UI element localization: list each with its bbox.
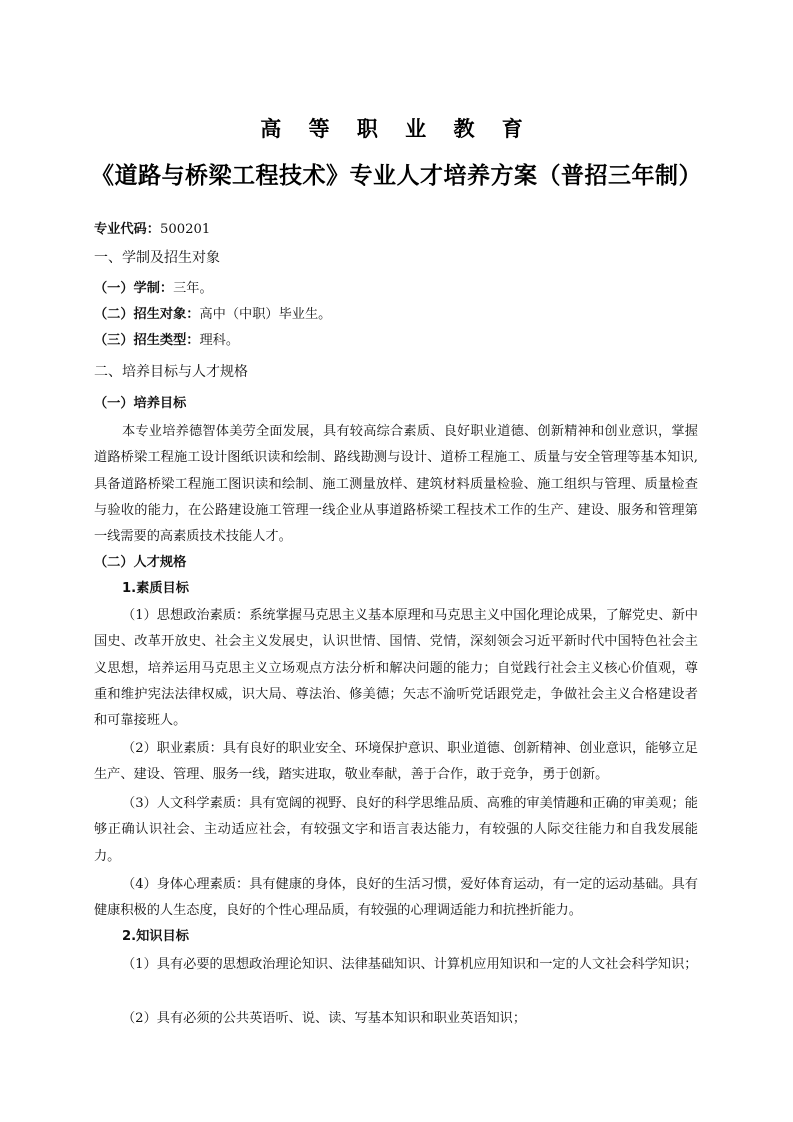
quality-item: （1）思想政治素质：系统掌握马克思主义基本原理和马克思主义中国化理论成果，了解党史、新中国史、改革开放史、社会主义发展史，认识世情、国情、党情，深刻领会习近平新时代中国特色社会主义思想，培养运用马克思主义立场观点方法分析和解决问题的能力；自觉践行社会主义核心价值观，尊重和维护宪法法律权威，识大局、尊法治、修美德；矢志不渝听党话跟党走，争做社会主义合格建设者和可靠接班人。 xyxy=(94,608,698,729)
quality-item: （2）职业素质：具有良好的职业安全、环境保护意识、职业道德、创新精神、创业意识，能够立足生产、建设、管理、服务一线，踏实进取，敬业奉献，善于合作，敢于竞争，勇于创新。 xyxy=(94,741,698,783)
talent-spec-heading: （二）人才规格 xyxy=(94,555,187,570)
training-goal-text: 本专业培养德智体美劳全面发展，具有较高综合素质、良好职业道德、创新精神和创业意识，掌握道路桥梁工程施工设计图纸识读和绘制、路线勘测与设计、道桥工程施工、质量与安全管理等基本知识,具备道路桥梁工程施工图识读和绘制、施工测量放样、建筑材料质量检验、施工组织与管理、质量检查与验收的能力，在公路建设施工管理一线企业从事道路桥梁工程技术工作的生产、建设、服务和管理第一线需要的高素质技术技能人才。 xyxy=(94,424,698,545)
doc-title-main: 《道路与桥梁工程技术》专业人才培养方案（普招三年制） xyxy=(91,162,702,189)
doc-title-top: 高 等 职 业 教 育 xyxy=(260,117,533,141)
major-code-value: 500201 xyxy=(159,222,211,237)
major-code-label: 专业代码： xyxy=(94,222,160,237)
quality-goal-heading: 1.素质目标 xyxy=(122,581,189,596)
section1-heading: 一、学制及招生对象 xyxy=(94,250,220,266)
knowledge-goal-heading: 2.知识目标 xyxy=(122,929,189,944)
quality-item: （3）人文科学素质：具有宽阔的视野、良好的科学思维品质、高雅的审美情趣和正确的审美观；能够正确认识社会、主动适应社会，有较强文字和语言表达能力，有较强的人际交往能力和自我发展能力。 xyxy=(94,796,698,864)
knowledge-item: （1）具有必要的思想政治理论知识、法律基础知识、计算机应用知识和一定的人文社会科学知识； xyxy=(122,957,698,972)
training-goal-heading: （一）培养目标 xyxy=(94,396,187,411)
knowledge-item: （2）具有必须的公共英语听、说、读、写基本知识和职业英语知识； xyxy=(122,1011,527,1026)
section2-heading: 二、培养目标与人才规格 xyxy=(94,364,248,380)
section1-item: （二）招生对象：高中（中职）毕业生。 xyxy=(94,307,332,322)
quality-item: （4）身体心理素质：具有健康的身体，良好的生活习惯，爱好体育运动，有一定的运动基础。具有健康积极的人生态度，良好的个性心理品质，有较强的心理调适能力和抗挫折能力。 xyxy=(94,877,698,919)
section1-item: （一）学制：三年。 xyxy=(94,281,213,296)
section1-item: （三）招生类型：理科。 xyxy=(94,333,240,348)
major-code xyxy=(94,220,210,240)
